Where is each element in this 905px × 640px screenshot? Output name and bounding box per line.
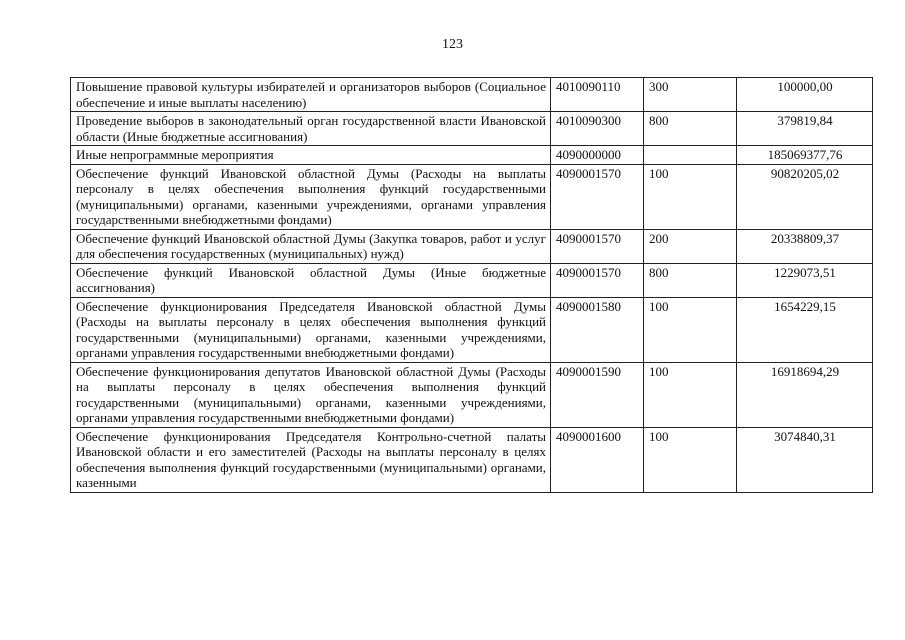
target-code-cell: 4010090300 [551,112,644,146]
expense-name-cell: Обеспечение функций Ивановской областной Думы (Расходы на выплаты персоналу в целях обеспечения выполнения функций государственными (муниципальными) органами, казенными учреждениями, органами управления государственными внебюджетными фондами) [71,164,551,229]
expense-name-cell: Обеспечение функций Ивановской областной Думы (Иные бюджетные ассигнования) [71,263,551,297]
amount-cell: 1229073,51 [737,263,873,297]
budget-table [70,77,873,493]
expense-name-cell: Обеспечение функционирования депутатов Ивановской областной Думы (Расходы на выплаты персоналу в целях обеспечения выполнения функций государственными (муниципальными) органами, казенными учреждениями, органами управления государственными внебюджетными фондами) [71,362,551,427]
table-row [71,263,873,297]
expense-name-cell: Обеспечение функционирования Председателя Ивановской областной Думы (Расходы на выплаты персоналу в целях обеспечения выполнения функций государственными (муниципальными) органами, казенными учреждениями, органами управления государственными внебюджетными фондами) [71,297,551,362]
amount-cell: 100000,00 [737,78,873,112]
target-code-cell: 4010090110 [551,78,644,112]
table-row [71,164,873,229]
table-row [71,297,873,362]
expense-type-cell: 100 [644,427,737,492]
amount-cell: 3074840,31 [737,427,873,492]
table-row [71,146,873,165]
expense-name-cell: Иные непрограммные мероприятия [71,146,551,165]
table-row [71,78,873,112]
amount-cell: 90820205,02 [737,164,873,229]
expense-type-cell [644,146,737,165]
amount-cell: 379819,84 [737,112,873,146]
amount-cell: 1654229,15 [737,297,873,362]
page-number: 123 [442,37,463,52]
target-code-cell: 4090001570 [551,229,644,263]
expense-type-cell: 100 [644,164,737,229]
expense-name-cell: Обеспечение функций Ивановской областной Думы (Закупка товаров, работ и услуг для обеспечения государственных (муниципальных) нужд) [71,229,551,263]
target-code-cell: 4090001570 [551,263,644,297]
expense-type-cell: 800 [644,112,737,146]
target-code-cell: 4090001570 [551,164,644,229]
expense-name-cell: Обеспечение функционирования Председателя Контрольно-счетной палаты Ивановской области и его заместителей (Расходы на выплаты персоналу в целях обеспечения выполнения функций государственными (муниципальными) органами, казенными [71,427,551,492]
expense-type-cell: 200 [644,229,737,263]
table-row [71,112,873,146]
expense-type-cell: 100 [644,362,737,427]
amount-cell: 185069377,76 [737,146,873,165]
target-code-cell: 4090001580 [551,297,644,362]
expense-name-cell: Повышение правовой культуры избирателей и организаторов выборов (Социальное обеспечение и иные выплаты населению) [71,78,551,112]
target-code-cell: 4090000000 [551,146,644,165]
target-code-cell: 4090001590 [551,362,644,427]
table-row [71,427,873,492]
table-row [71,229,873,263]
target-code-cell: 4090001600 [551,427,644,492]
amount-cell: 16918694,29 [737,362,873,427]
amount-cell: 20338809,37 [737,229,873,263]
expense-type-cell: 100 [644,297,737,362]
expense-name-cell: Проведение выборов в законодательный орган государственной власти Ивановской области (Иные бюджетные ассигнования) [71,112,551,146]
expense-type-cell: 800 [644,263,737,297]
expense-type-cell: 300 [644,78,737,112]
table-row [71,362,873,427]
